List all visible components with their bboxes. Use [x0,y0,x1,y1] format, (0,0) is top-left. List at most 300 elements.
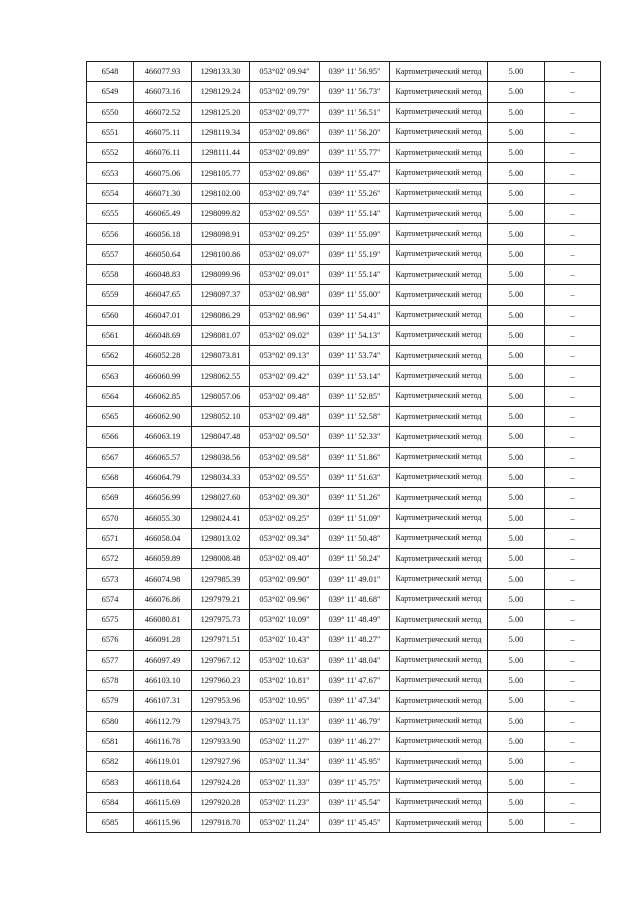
accuracy-cell: 5.00 [488,731,545,751]
accuracy-cell: 5.00 [488,610,545,630]
point-number-cell: 6585 [87,812,134,832]
method-cell: Картометрический метод [390,244,488,264]
latitude-cell: 053°02' 09.55" [250,467,320,487]
point-number-cell: 6557 [87,244,134,264]
point-number-cell: 6572 [87,549,134,569]
table-row [87,447,601,467]
point-number-cell: 6555 [87,204,134,224]
method-cell: Картометрический метод [390,610,488,630]
table-row [87,407,601,427]
latitude-cell: 053°02' 10.95" [250,691,320,711]
longitude-cell: 039° 11' 55.00" [320,285,390,305]
point-number-cell: 6559 [87,285,134,305]
y-coordinate-cell: 1298098.91 [192,224,250,244]
longitude-cell: 039° 11' 51.26" [320,488,390,508]
x-coordinate-cell: 466097.49 [134,650,192,670]
coordinates-table-body [87,62,601,833]
method-cell: Картометрический метод [390,346,488,366]
point-number-cell: 6575 [87,610,134,630]
x-coordinate-cell: 466103.10 [134,670,192,690]
y-coordinate-cell: 1297960.23 [192,670,250,690]
latitude-cell: 053°02' 09.40" [250,549,320,569]
method-cell: Картометрический метод [390,285,488,305]
x-coordinate-cell: 466052.28 [134,346,192,366]
x-coordinate-cell: 466073.16 [134,82,192,102]
longitude-cell: 039° 11' 52.33" [320,427,390,447]
latitude-cell: 053°02' 09.48" [250,386,320,406]
accuracy-cell: 5.00 [488,650,545,670]
method-cell: Картометрический метод [390,711,488,731]
y-coordinate-cell: 1298038.56 [192,447,250,467]
y-coordinate-cell: 1298099.82 [192,204,250,224]
accuracy-cell: 5.00 [488,163,545,183]
longitude-cell: 039° 11' 55.19" [320,244,390,264]
longitude-cell: 039° 11' 46.79" [320,711,390,731]
longitude-cell: 039° 11' 53.14" [320,366,390,386]
note-cell: – [545,812,601,832]
note-cell: – [545,163,601,183]
accuracy-cell: 5.00 [488,407,545,427]
note-cell: – [545,630,601,650]
point-number-cell: 6571 [87,528,134,548]
point-number-cell: 6570 [87,508,134,528]
method-cell: Картометрический метод [390,163,488,183]
latitude-cell: 053°02' 09.89" [250,143,320,163]
method-cell: Картометрический метод [390,731,488,751]
table-row [87,427,601,447]
accuracy-cell: 5.00 [488,772,545,792]
y-coordinate-cell: 1298119.34 [192,122,250,142]
longitude-cell: 039° 11' 51.86" [320,447,390,467]
note-cell: – [545,508,601,528]
latitude-cell: 053°02' 11.27" [250,731,320,751]
y-coordinate-cell: 1297967.12 [192,650,250,670]
point-number-cell: 6551 [87,122,134,142]
note-cell: – [545,691,601,711]
method-cell: Картометрический метод [390,224,488,244]
table-row [87,82,601,102]
point-number-cell: 6548 [87,62,134,82]
x-coordinate-cell: 466075.11 [134,122,192,142]
longitude-cell: 039° 11' 50.48" [320,528,390,548]
latitude-cell: 053°02' 09.96" [250,589,320,609]
point-number-cell: 6569 [87,488,134,508]
note-cell: – [545,143,601,163]
longitude-cell: 039° 11' 47.34" [320,691,390,711]
latitude-cell: 053°02' 09.86" [250,122,320,142]
latitude-cell: 053°02' 08.98" [250,285,320,305]
accuracy-cell: 5.00 [488,589,545,609]
table-row [87,812,601,832]
accuracy-cell: 5.00 [488,102,545,122]
method-cell: Картометрический метод [390,122,488,142]
table-row [87,163,601,183]
note-cell: – [545,610,601,630]
accuracy-cell: 5.00 [488,325,545,345]
y-coordinate-cell: 1297933.90 [192,731,250,751]
x-coordinate-cell: 466062.85 [134,386,192,406]
accuracy-cell: 5.00 [488,670,545,690]
point-number-cell: 6552 [87,143,134,163]
accuracy-cell: 5.00 [488,224,545,244]
note-cell: – [545,102,601,122]
y-coordinate-cell: 1297918.70 [192,812,250,832]
x-coordinate-cell: 466077.93 [134,62,192,82]
latitude-cell: 053°02' 11.34" [250,752,320,772]
x-coordinate-cell: 466116.78 [134,731,192,751]
point-number-cell: 6562 [87,346,134,366]
accuracy-cell: 5.00 [488,711,545,731]
note-cell: – [545,792,601,812]
x-coordinate-cell: 466055.30 [134,508,192,528]
x-coordinate-cell: 466062.90 [134,407,192,427]
point-number-cell: 6554 [87,183,134,203]
x-coordinate-cell: 466048.69 [134,325,192,345]
x-coordinate-cell: 466119.01 [134,752,192,772]
table-row [87,244,601,264]
x-coordinate-cell: 466058.04 [134,528,192,548]
note-cell: – [545,589,601,609]
x-coordinate-cell: 466059.89 [134,549,192,569]
point-number-cell: 6583 [87,772,134,792]
table-row [87,62,601,82]
longitude-cell: 039° 11' 48.27" [320,630,390,650]
method-cell: Картометрический метод [390,650,488,670]
latitude-cell: 053°02' 09.34" [250,528,320,548]
point-number-cell: 6560 [87,305,134,325]
longitude-cell: 039° 11' 46.27" [320,731,390,751]
latitude-cell: 053°02' 11.13" [250,711,320,731]
longitude-cell: 039° 11' 55.14" [320,264,390,284]
x-coordinate-cell: 466065.57 [134,447,192,467]
table-row [87,204,601,224]
x-coordinate-cell: 466076.11 [134,143,192,163]
longitude-cell: 039° 11' 52.58" [320,407,390,427]
note-cell: – [545,82,601,102]
point-number-cell: 6553 [87,163,134,183]
note-cell: – [545,752,601,772]
y-coordinate-cell: 1298052.10 [192,407,250,427]
accuracy-cell: 5.00 [488,792,545,812]
accuracy-cell: 5.00 [488,346,545,366]
y-coordinate-cell: 1298073.81 [192,346,250,366]
point-number-cell: 6580 [87,711,134,731]
table-row [87,122,601,142]
longitude-cell: 039° 11' 45.54" [320,792,390,812]
note-cell: – [545,346,601,366]
y-coordinate-cell: 1298062.55 [192,366,250,386]
note-cell: – [545,488,601,508]
method-cell: Картометрический метод [390,82,488,102]
method-cell: Картометрический метод [390,143,488,163]
point-number-cell: 6563 [87,366,134,386]
x-coordinate-cell: 466075.06 [134,163,192,183]
longitude-cell: 039° 11' 52.85" [320,386,390,406]
y-coordinate-cell: 1297971.51 [192,630,250,650]
point-number-cell: 6576 [87,630,134,650]
longitude-cell: 039° 11' 45.95" [320,752,390,772]
note-cell: – [545,285,601,305]
method-cell: Картометрический метод [390,427,488,447]
table-row [87,102,601,122]
x-coordinate-cell: 466048.83 [134,264,192,284]
y-coordinate-cell: 1298133.30 [192,62,250,82]
latitude-cell: 053°02' 09.86" [250,163,320,183]
method-cell: Картометрический метод [390,670,488,690]
method-cell: Картометрический метод [390,528,488,548]
x-coordinate-cell: 466047.01 [134,305,192,325]
x-coordinate-cell: 466071.30 [134,183,192,203]
table-row [87,508,601,528]
x-coordinate-cell: 466056.99 [134,488,192,508]
point-number-cell: 6573 [87,569,134,589]
note-cell: – [545,447,601,467]
table-row [87,224,601,244]
y-coordinate-cell: 1297975.73 [192,610,250,630]
table-row [87,731,601,751]
method-cell: Картометрический метод [390,812,488,832]
latitude-cell: 053°02' 11.23" [250,792,320,812]
accuracy-cell: 5.00 [488,508,545,528]
accuracy-cell: 5.00 [488,204,545,224]
accuracy-cell: 5.00 [488,264,545,284]
table-row [87,386,601,406]
longitude-cell: 039° 11' 45.45" [320,812,390,832]
accuracy-cell: 5.00 [488,366,545,386]
method-cell: Картометрический метод [390,589,488,609]
x-coordinate-cell: 466107.31 [134,691,192,711]
table-row [87,143,601,163]
point-number-cell: 6582 [87,752,134,772]
method-cell: Картометрический метод [390,549,488,569]
point-number-cell: 6565 [87,407,134,427]
point-number-cell: 6556 [87,224,134,244]
x-coordinate-cell: 466064.79 [134,467,192,487]
latitude-cell: 053°02' 09.77" [250,102,320,122]
table-row [87,346,601,366]
latitude-cell: 053°02' 09.13" [250,346,320,366]
x-coordinate-cell: 466118.64 [134,772,192,792]
y-coordinate-cell: 1298047.48 [192,427,250,447]
latitude-cell: 053°02' 09.79" [250,82,320,102]
method-cell: Картометрический метод [390,264,488,284]
table-row [87,467,601,487]
table-row [87,691,601,711]
accuracy-cell: 5.00 [488,285,545,305]
note-cell: – [545,224,601,244]
y-coordinate-cell: 1298081.07 [192,325,250,345]
latitude-cell: 053°02' 10.63" [250,650,320,670]
table-row [87,670,601,690]
y-coordinate-cell: 1297920.28 [192,792,250,812]
note-cell: – [545,244,601,264]
y-coordinate-cell: 1297927.96 [192,752,250,772]
note-cell: – [545,122,601,142]
note-cell: – [545,366,601,386]
longitude-cell: 039° 11' 48.49" [320,610,390,630]
table-row [87,650,601,670]
latitude-cell: 053°02' 09.55" [250,204,320,224]
accuracy-cell: 5.00 [488,305,545,325]
longitude-cell: 039° 11' 51.63" [320,467,390,487]
longitude-cell: 039° 11' 56.95" [320,62,390,82]
latitude-cell: 053°02' 09.42" [250,366,320,386]
note-cell: – [545,427,601,447]
latitude-cell: 053°02' 10.43" [250,630,320,650]
longitude-cell: 039° 11' 55.77" [320,143,390,163]
accuracy-cell: 5.00 [488,183,545,203]
y-coordinate-cell: 1298105.77 [192,163,250,183]
method-cell: Картометрический метод [390,467,488,487]
latitude-cell: 053°02' 10.81" [250,670,320,690]
y-coordinate-cell: 1298102.00 [192,183,250,203]
longitude-cell: 039° 11' 55.26" [320,183,390,203]
accuracy-cell: 5.00 [488,62,545,82]
table-row [87,792,601,812]
accuracy-cell: 5.00 [488,691,545,711]
longitude-cell: 039° 11' 56.20" [320,122,390,142]
y-coordinate-cell: 1298129.24 [192,82,250,102]
table-row [87,264,601,284]
x-coordinate-cell: 466115.96 [134,812,192,832]
note-cell: – [545,62,601,82]
note-cell: – [545,305,601,325]
latitude-cell: 053°02' 08.96" [250,305,320,325]
latitude-cell: 053°02' 09.01" [250,264,320,284]
x-coordinate-cell: 466115.69 [134,792,192,812]
accuracy-cell: 5.00 [488,549,545,569]
point-number-cell: 6579 [87,691,134,711]
y-coordinate-cell: 1297985.39 [192,569,250,589]
y-coordinate-cell: 1298034.33 [192,467,250,487]
point-number-cell: 6567 [87,447,134,467]
note-cell: – [545,386,601,406]
longitude-cell: 039° 11' 51.09" [320,508,390,528]
accuracy-cell: 5.00 [488,488,545,508]
note-cell: – [545,264,601,284]
note-cell: – [545,183,601,203]
method-cell: Картометрический метод [390,752,488,772]
accuracy-cell: 5.00 [488,143,545,163]
note-cell: – [545,772,601,792]
y-coordinate-cell: 1298024.41 [192,508,250,528]
accuracy-cell: 5.00 [488,386,545,406]
point-number-cell: 6581 [87,731,134,751]
method-cell: Картометрический метод [390,569,488,589]
latitude-cell: 053°02' 09.07" [250,244,320,264]
latitude-cell: 053°02' 09.02" [250,325,320,345]
method-cell: Картометрический метод [390,630,488,650]
y-coordinate-cell: 1298013.02 [192,528,250,548]
y-coordinate-cell: 1298008.48 [192,549,250,569]
y-coordinate-cell: 1298125.20 [192,102,250,122]
accuracy-cell: 5.00 [488,244,545,264]
y-coordinate-cell: 1298099.96 [192,264,250,284]
method-cell: Картометрический метод [390,691,488,711]
note-cell: – [545,711,601,731]
note-cell: – [545,204,601,224]
method-cell: Картометрический метод [390,488,488,508]
x-coordinate-cell: 466047.65 [134,285,192,305]
method-cell: Картометрический метод [390,305,488,325]
note-cell: – [545,731,601,751]
longitude-cell: 039° 11' 53.74" [320,346,390,366]
point-number-cell: 6568 [87,467,134,487]
longitude-cell: 039° 11' 55.09" [320,224,390,244]
longitude-cell: 039° 11' 50.24" [320,549,390,569]
x-coordinate-cell: 466112.79 [134,711,192,731]
point-number-cell: 6564 [87,386,134,406]
method-cell: Картометрический метод [390,386,488,406]
accuracy-cell: 5.00 [488,528,545,548]
longitude-cell: 039° 11' 47.67" [320,670,390,690]
accuracy-cell: 5.00 [488,82,545,102]
point-number-cell: 6577 [87,650,134,670]
method-cell: Картометрический метод [390,183,488,203]
table-row [87,549,601,569]
accuracy-cell: 5.00 [488,467,545,487]
x-coordinate-cell: 466074.98 [134,569,192,589]
point-number-cell: 6578 [87,670,134,690]
x-coordinate-cell: 466056.18 [134,224,192,244]
latitude-cell: 053°02' 11.24" [250,812,320,832]
y-coordinate-cell: 1297943.75 [192,711,250,731]
point-number-cell: 6549 [87,82,134,102]
latitude-cell: 053°02' 09.94" [250,62,320,82]
latitude-cell: 053°02' 09.25" [250,508,320,528]
table-row [87,711,601,731]
y-coordinate-cell: 1297924.28 [192,772,250,792]
table-row [87,325,601,345]
latitude-cell: 053°02' 09.30" [250,488,320,508]
x-coordinate-cell: 466050.64 [134,244,192,264]
longitude-cell: 039° 11' 56.73" [320,82,390,102]
x-coordinate-cell: 466091.28 [134,630,192,650]
table-row [87,630,601,650]
longitude-cell: 039° 11' 45.75" [320,772,390,792]
longitude-cell: 039° 11' 49.01" [320,569,390,589]
longitude-cell: 039° 11' 54.41" [320,305,390,325]
method-cell: Картометрический метод [390,407,488,427]
note-cell: – [545,650,601,670]
y-coordinate-cell: 1298086.29 [192,305,250,325]
point-number-cell: 6561 [87,325,134,345]
y-coordinate-cell: 1298027.60 [192,488,250,508]
table-row [87,488,601,508]
method-cell: Картометрический метод [390,508,488,528]
table-row [87,569,601,589]
method-cell: Картометрический метод [390,447,488,467]
method-cell: Картометрический метод [390,102,488,122]
table-row [87,183,601,203]
method-cell: Картометрический метод [390,366,488,386]
x-coordinate-cell: 466080.81 [134,610,192,630]
point-number-cell: 6574 [87,589,134,609]
latitude-cell: 053°02' 09.58" [250,447,320,467]
longitude-cell: 039° 11' 48.68" [320,589,390,609]
table-row [87,366,601,386]
latitude-cell: 053°02' 09.90" [250,569,320,589]
table-row [87,305,601,325]
accuracy-cell: 5.00 [488,630,545,650]
method-cell: Картометрический метод [390,204,488,224]
accuracy-cell: 5.00 [488,812,545,832]
x-coordinate-cell: 466076.86 [134,589,192,609]
y-coordinate-cell: 1298111.44 [192,143,250,163]
y-coordinate-cell: 1297979.21 [192,589,250,609]
latitude-cell: 053°02' 09.48" [250,407,320,427]
latitude-cell: 053°02' 11.33" [250,772,320,792]
